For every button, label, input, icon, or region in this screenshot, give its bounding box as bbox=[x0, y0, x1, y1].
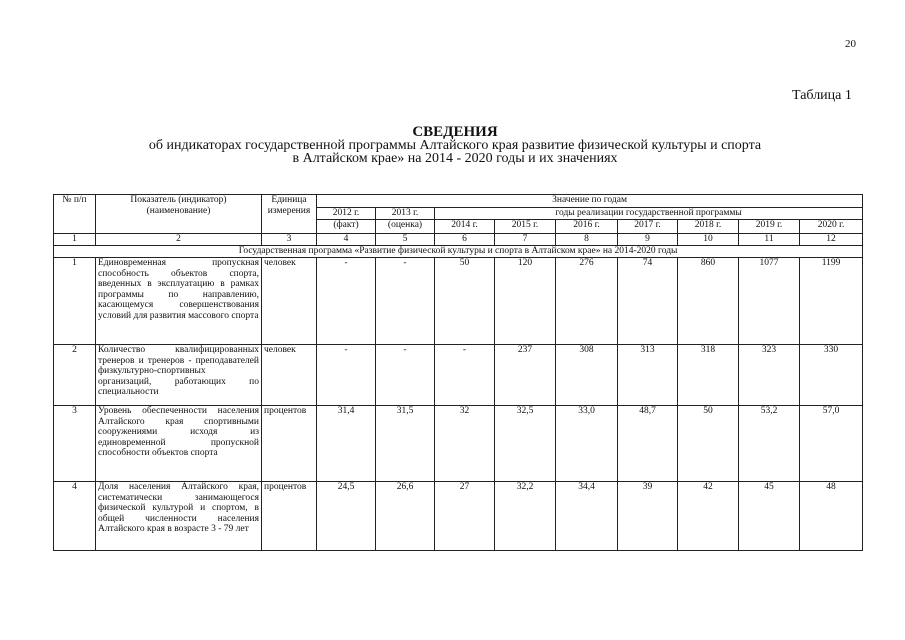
column-number: 11 bbox=[739, 234, 800, 246]
value-2020: 57,0 bbox=[800, 406, 863, 482]
value-2014: 50 bbox=[435, 258, 495, 345]
document-heading bbox=[90, 126, 820, 165]
column-number: 1 bbox=[54, 234, 96, 246]
column-number: 9 bbox=[618, 234, 678, 246]
header-2019: 2019 г. bbox=[739, 220, 800, 234]
header-unit: Единица измерения bbox=[262, 195, 317, 234]
heading-line-1: об индикаторах государственной программы Алтайского края развитие физической культуры и спорта bbox=[148, 138, 762, 153]
column-number: 6 bbox=[435, 234, 495, 246]
header-2015: 2015 г. bbox=[495, 220, 556, 234]
value-2016: 33,0 bbox=[556, 406, 618, 482]
value-2016: 276 bbox=[556, 258, 618, 345]
header-num: № п/п bbox=[54, 195, 96, 234]
indicator-name: Количество квалифицированных тренеров и тренеров - преподавателей физкультурно-спортивных организаций, работающих по специальности bbox=[96, 345, 262, 406]
program-title: Государственная программа «Развитие физической культуры и спорта в Алтайском крае» на 2014-2020 годы bbox=[54, 246, 863, 258]
page-number: 20 bbox=[845, 38, 856, 50]
value-2013: 26,6 bbox=[376, 482, 435, 551]
unit-cell: человек bbox=[262, 258, 317, 345]
value-2013: 31,5 bbox=[376, 406, 435, 482]
column-number: 7 bbox=[495, 234, 556, 246]
table-row bbox=[54, 482, 863, 551]
indicator-name: Доля населения Алтайского края, систематически занимающегося физической культурой и спортом, в общей численности населения Алтайского края в возрасте 3 - 79 лет bbox=[96, 482, 262, 551]
column-number: 5 bbox=[376, 234, 435, 246]
value-2018: 860 bbox=[678, 258, 739, 345]
header-indicator: Показатель (индикатор) (наименование) bbox=[96, 195, 262, 234]
value-2012: 24,5 bbox=[317, 482, 376, 551]
value-2020: 330 bbox=[800, 345, 863, 406]
header-2012: 2012 г. bbox=[317, 208, 376, 220]
row-number: 4 bbox=[54, 482, 96, 551]
value-2020: 48 bbox=[800, 482, 863, 551]
value-2018: 50 bbox=[678, 406, 739, 482]
row-number: 3 bbox=[54, 406, 96, 482]
header-program-years: годы реализации государственной программы bbox=[435, 208, 863, 220]
table-row bbox=[54, 406, 863, 482]
value-2013: - bbox=[376, 345, 435, 406]
header-2012-note: (факт) bbox=[317, 220, 376, 234]
table-label: Таблица 1 bbox=[792, 88, 852, 103]
header-values-by-year: Значение по годам bbox=[317, 195, 863, 208]
value-2014: 32 bbox=[435, 406, 495, 482]
header-2020: 2020 г. bbox=[800, 220, 863, 234]
unit-cell: человек bbox=[262, 345, 317, 406]
value-2019: 1077 bbox=[739, 258, 800, 345]
value-2014: - bbox=[435, 345, 495, 406]
value-2015: 32,2 bbox=[495, 482, 556, 551]
value-2014: 27 bbox=[435, 482, 495, 551]
column-number-row bbox=[54, 234, 863, 246]
value-2012: - bbox=[317, 345, 376, 406]
value-2013: - bbox=[376, 258, 435, 345]
indicators-table bbox=[53, 194, 863, 551]
value-2016: 308 bbox=[556, 345, 618, 406]
heading-title: СВЕДЕНИЯ bbox=[412, 124, 498, 140]
value-2019: 53,2 bbox=[739, 406, 800, 482]
value-2012: 31,4 bbox=[317, 406, 376, 482]
value-2019: 45 bbox=[739, 482, 800, 551]
program-title-row bbox=[54, 246, 863, 258]
column-number: 8 bbox=[556, 234, 618, 246]
row-number: 1 bbox=[54, 258, 96, 345]
heading-line-2: в Алтайском крае» на 2014 - 2020 годы и их значениях bbox=[292, 151, 618, 166]
header-2018: 2018 г. bbox=[678, 220, 739, 234]
header-row-1 bbox=[54, 195, 863, 208]
value-2017: 48,7 bbox=[618, 406, 678, 482]
column-number: 12 bbox=[800, 234, 863, 246]
header-2017: 2017 г. bbox=[618, 220, 678, 234]
value-2018: 318 bbox=[678, 345, 739, 406]
table-row bbox=[54, 345, 863, 406]
header-2016: 2016 г. bbox=[556, 220, 618, 234]
indicator-name: Единовременная пропускная способность объектов спорта, введенных в эксплуатацию в рамках программы по направлению, касающемуся совершенствования условий для развития массового спорта bbox=[96, 258, 262, 345]
value-2015: 120 bbox=[495, 258, 556, 345]
column-number: 2 bbox=[96, 234, 262, 246]
header-2013: 2013 г. bbox=[376, 208, 435, 220]
column-number: 4 bbox=[317, 234, 376, 246]
value-2019: 323 bbox=[739, 345, 800, 406]
table-row bbox=[54, 258, 863, 345]
value-2017: 313 bbox=[618, 345, 678, 406]
column-number: 3 bbox=[262, 234, 317, 246]
value-2015: 32,5 bbox=[495, 406, 556, 482]
unit-cell: процентов bbox=[262, 482, 317, 551]
value-2015: 237 bbox=[495, 345, 556, 406]
header-2014: 2014 г. bbox=[435, 220, 495, 234]
header-2013-note: (оценка) bbox=[376, 220, 435, 234]
value-2016: 34,4 bbox=[556, 482, 618, 551]
row-number: 2 bbox=[54, 345, 96, 406]
value-2017: 74 bbox=[618, 258, 678, 345]
value-2020: 1199 bbox=[800, 258, 863, 345]
indicator-name: Уровень обеспеченности населения Алтайского края спортивными сооружениями исходя из единовременной пропускной способности объектов спорта bbox=[96, 406, 262, 482]
column-number: 10 bbox=[678, 234, 739, 246]
unit-cell: процентов bbox=[262, 406, 317, 482]
value-2017: 39 bbox=[618, 482, 678, 551]
value-2012: - bbox=[317, 258, 376, 345]
value-2018: 42 bbox=[678, 482, 739, 551]
